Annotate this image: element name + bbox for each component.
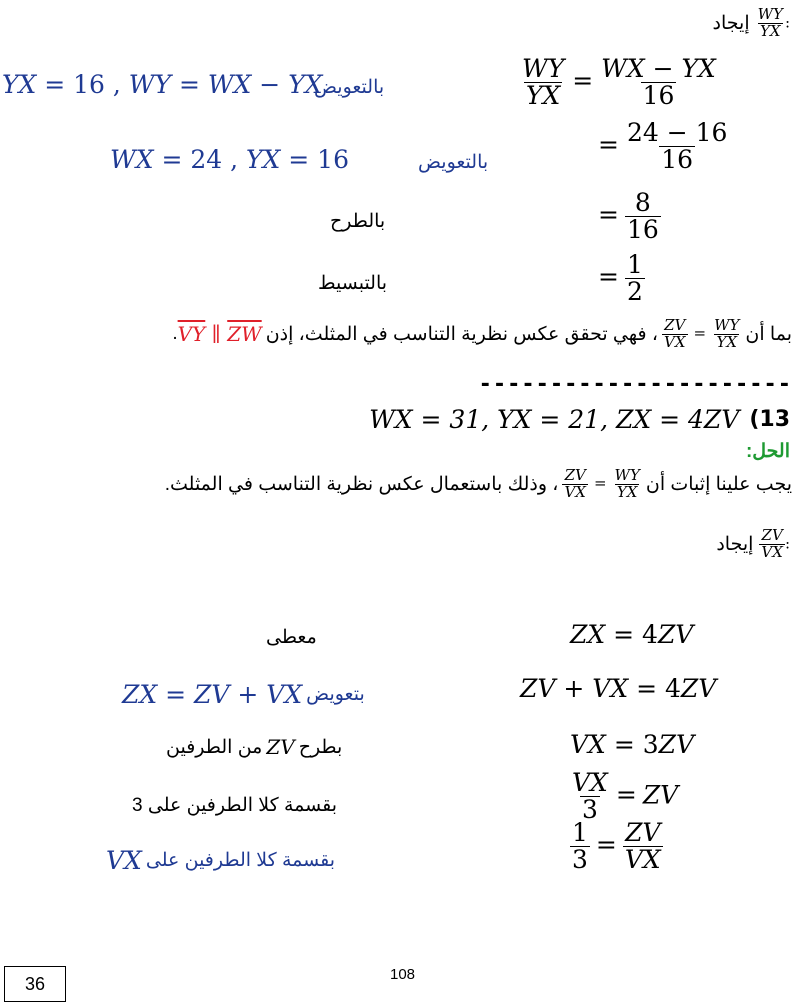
page-box-number: 36 — [4, 966, 66, 1002]
find-wy-yx-heading — [713, 0, 790, 46]
sub-expression-1: YX = 16 , WY = WX − YX — [2, 70, 323, 99]
find-label: إيجاد — [712, 12, 750, 34]
reason-divide-vx-line — [106, 846, 335, 875]
reason-subtract: بالطرح — [330, 211, 386, 232]
page-number: 108 — [390, 966, 416, 983]
problem-13-given: WX = 31, YX = 21, ZX = 4ZV — [369, 405, 740, 434]
find-zv-vx-heading — [716, 528, 790, 561]
reason-given: معطى — [266, 627, 317, 648]
conclusion-line — [172, 318, 792, 351]
step-1: ZX = 4ZV — [570, 620, 694, 649]
wy-yx-fraction: $\frac{WY}{YX}$ : — [757, 4, 790, 40]
equation-line-1: $\frac{WY}{YX}$ = $\frac{WX - YX}{16}$ — [522, 54, 716, 111]
must-prove-text-1: يجب علينا إثبات أن — [645, 473, 792, 495]
conclusion-text-2: ، فهي تحقق عكس نظرية التناسب في المثلث، إذن — [265, 323, 658, 345]
find-zv-label: إيجاد — [716, 533, 754, 555]
step-4: $\frac{VX}{3}$ = ZV — [572, 768, 679, 825]
reason-simplify: بالتبسيط — [318, 273, 388, 294]
reason-substitute: بتعويض — [306, 684, 365, 705]
must-prove-ratio: $\frac{ZV}{VX}$ = $\frac{WY}{YX}$ — [564, 466, 640, 501]
step-3: VX = 3ZV — [570, 730, 695, 759]
substitute-expression: ZX = ZV + VX — [122, 680, 303, 709]
divide-variable: VX — [106, 846, 142, 875]
reason-subtract-line — [166, 735, 342, 759]
conclusion-end: . — [172, 323, 178, 345]
equation-line-4: = $\frac{1}{2}$ — [598, 250, 643, 307]
equation-line-3: = $\frac{8}{16}$ — [598, 188, 659, 245]
subtract-prefix: بطرح — [298, 736, 343, 758]
reason-sub-yx: بالتعويض — [314, 77, 385, 98]
ratio-equality: $\frac{ZV}{VX}$ = $\frac{WY}{YX}$ — [664, 316, 740, 351]
step-5: $\frac{1}{3}$ = $\frac{ZV}{VX}$ — [572, 818, 661, 875]
subtract-suffix: من الطرفين — [166, 736, 263, 758]
solution-label: الحل: — [745, 441, 790, 462]
separator-line: ---------------------- — [478, 372, 792, 397]
sub-expression-2: WX = 24 , YX = 16 — [110, 145, 349, 174]
reason-divide-3: بقسمة كلا الطرفين على 3 — [132, 795, 337, 816]
must-prove-line — [165, 468, 792, 501]
subtract-variable: ZV — [266, 735, 295, 759]
reason-sub-wx: بالتعويض — [418, 152, 489, 173]
problem-13-header — [369, 405, 790, 434]
must-prove-text-2: ، وذلك باستعمال عكس نظرية التناسب في المثلث. — [164, 473, 559, 495]
step-2: ZV + VX = 4ZV — [520, 674, 717, 703]
zv-vx-fraction: $\frac{ZV}{VX}$ : — [761, 526, 790, 561]
parallel-statement: $\overline{VY}$ ∥ $\overline{ZW}$ — [177, 322, 262, 347]
reason-substitute-line — [122, 680, 365, 709]
equation-line-2: = $\frac{24 - 16}{16}$ — [598, 118, 728, 175]
conclusion-text-1: بما أن — [745, 323, 792, 345]
problem-13-number: (13 — [749, 407, 790, 432]
reason-divide-vx: بقسمة كلا الطرفين على — [145, 850, 335, 871]
